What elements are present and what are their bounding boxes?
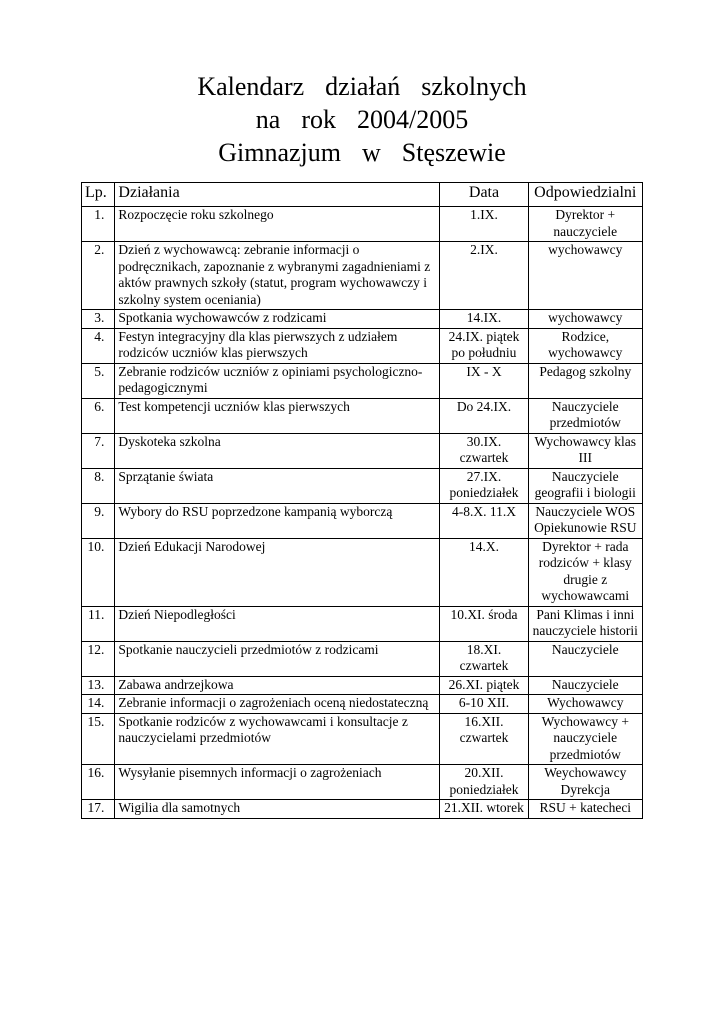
row-number: 6. <box>82 398 115 433</box>
table-row <box>82 398 643 433</box>
row-activity: Wysyłanie pisemnych informacji o zagrożeniach <box>115 765 440 800</box>
row-activity: Spotkanie rodziców z wychowawcami i konsultacje z nauczycielami przedmiotów <box>115 713 440 765</box>
row-activity: Zebranie rodziców uczniów z opiniami psychologiczno-pedagogicznymi <box>115 363 440 398</box>
header-lp: Lp. <box>82 183 115 207</box>
row-responsible: Wychowawcy <box>528 695 642 714</box>
row-number: 2. <box>82 242 115 310</box>
document-title <box>0 70 724 169</box>
table-row <box>82 695 643 714</box>
table-row <box>82 310 643 329</box>
table-row <box>82 207 643 242</box>
row-number: 13. <box>82 676 115 695</box>
table-row <box>82 641 643 676</box>
row-responsible: Dyrektor + nauczyciele <box>528 207 642 242</box>
table-row <box>82 606 643 641</box>
table-row <box>82 713 643 765</box>
row-responsible: Wychowawcy klas III <box>528 433 642 468</box>
title-line-1: Kalendarz działań szkolnych <box>197 72 527 101</box>
row-date: IX - X <box>440 363 528 398</box>
header-responsible: Odpowiedzialni <box>528 183 642 207</box>
row-responsible: Nauczyciele geografii i biologii <box>528 468 642 503</box>
table-header-row <box>82 183 643 207</box>
row-number: 14. <box>82 695 115 714</box>
row-date: 2.IX. <box>440 242 528 310</box>
row-date: 4-8.X. 11.X <box>440 503 528 538</box>
header-activity: Działania <box>115 183 440 207</box>
row-date: 14.IX. <box>440 310 528 329</box>
row-activity: Rozpoczęcie roku szkolnego <box>115 207 440 242</box>
row-activity: Sprzątanie świata <box>115 468 440 503</box>
table-row <box>82 468 643 503</box>
row-activity: Wybory do RSU poprzedzone kampanią wyborczą <box>115 503 440 538</box>
row-number: 8. <box>82 468 115 503</box>
title-line-3: Gimnazjum w Stęszewie <box>218 138 506 167</box>
row-number: 11. <box>82 606 115 641</box>
title-line-2: na rok 2004/2005 <box>255 105 469 134</box>
row-number: 3. <box>82 310 115 329</box>
header-date: Data <box>440 183 528 207</box>
row-date: 14.X. <box>440 538 528 606</box>
row-responsible: Weychowawcy Dyrekcja <box>528 765 642 800</box>
row-activity: Dzień Niepodległości <box>115 606 440 641</box>
row-responsible: wychowawcy <box>528 310 642 329</box>
row-activity: Festyn integracyjny dla klas pierwszych z udziałem rodziców uczniów klas pierwszych <box>115 328 440 363</box>
table-row <box>82 503 643 538</box>
row-responsible: wychowawcy <box>528 242 642 310</box>
row-date: Do 24.IX. <box>440 398 528 433</box>
row-responsible: RSU + katecheci <box>528 800 642 819</box>
row-responsible: Pani Klimas i inni nauczyciele historii <box>528 606 642 641</box>
row-responsible: Nauczyciele <box>528 641 642 676</box>
row-responsible: Nauczyciele WOS Opiekunowie RSU <box>528 503 642 538</box>
row-date: 16.XII. czwartek <box>440 713 528 765</box>
row-responsible: Dyrektor + rada rodziców + klasy drugie z wychowawcami <box>528 538 642 606</box>
row-date: 30.IX. czwartek <box>440 433 528 468</box>
table-row <box>82 800 643 819</box>
row-activity: Dzień Edukacji Narodowej <box>115 538 440 606</box>
table-row <box>82 676 643 695</box>
row-responsible: Nauczyciele przedmiotów <box>528 398 642 433</box>
table-row <box>82 242 643 310</box>
row-date: 20.XII. poniedziałek <box>440 765 528 800</box>
row-number: 5. <box>82 363 115 398</box>
row-date: 27.IX. poniedziałek <box>440 468 528 503</box>
row-activity: Zabawa andrzejkowa <box>115 676 440 695</box>
table-row <box>82 363 643 398</box>
row-date: 1.IX. <box>440 207 528 242</box>
row-number: 12. <box>82 641 115 676</box>
row-number: 15. <box>82 713 115 765</box>
row-activity: Spotkania wychowawców z rodzicami <box>115 310 440 329</box>
row-number: 4. <box>82 328 115 363</box>
row-number: 1. <box>82 207 115 242</box>
table-row <box>82 538 643 606</box>
row-number: 16. <box>82 765 115 800</box>
table-row <box>82 433 643 468</box>
row-responsible: Nauczyciele <box>528 676 642 695</box>
row-activity: Dyskoteka szkolna <box>115 433 440 468</box>
row-activity: Zebranie informacji o zagrożeniach oceną niedostateczną <box>115 695 440 714</box>
table-row <box>82 765 643 800</box>
row-responsible: Pedagog szkolny <box>528 363 642 398</box>
row-activity: Spotkanie nauczycieli przedmiotów z rodzicami <box>115 641 440 676</box>
row-number: 10. <box>82 538 115 606</box>
row-activity: Wigilia dla samotnych <box>115 800 440 819</box>
row-date: 10.XI. środa <box>440 606 528 641</box>
row-responsible: Wychowawcy + nauczyciele przedmiotów <box>528 713 642 765</box>
row-number: 7. <box>82 433 115 468</box>
row-number: 9. <box>82 503 115 538</box>
row-date: 18.XI. czwartek <box>440 641 528 676</box>
row-date: 21.XII. wtorek <box>440 800 528 819</box>
row-activity: Dzień z wychowawcą: zebranie informacji o podręcznikach, zapoznanie z wybranymi zagadnieniami z aktów prawnych szkoły (statut, program wychowawczy i szkolny system oceniania) <box>115 242 440 310</box>
row-activity: Test kompetencji uczniów klas pierwszych <box>115 398 440 433</box>
row-date: 24.IX. piątek po południu <box>440 328 528 363</box>
table-row <box>82 328 643 363</box>
row-date: 26.XI. piątek <box>440 676 528 695</box>
row-date: 6-10 XII. <box>440 695 528 714</box>
school-calendar-table <box>81 182 643 819</box>
row-responsible: Rodzice, wychowawcy <box>528 328 642 363</box>
row-number: 17. <box>82 800 115 819</box>
